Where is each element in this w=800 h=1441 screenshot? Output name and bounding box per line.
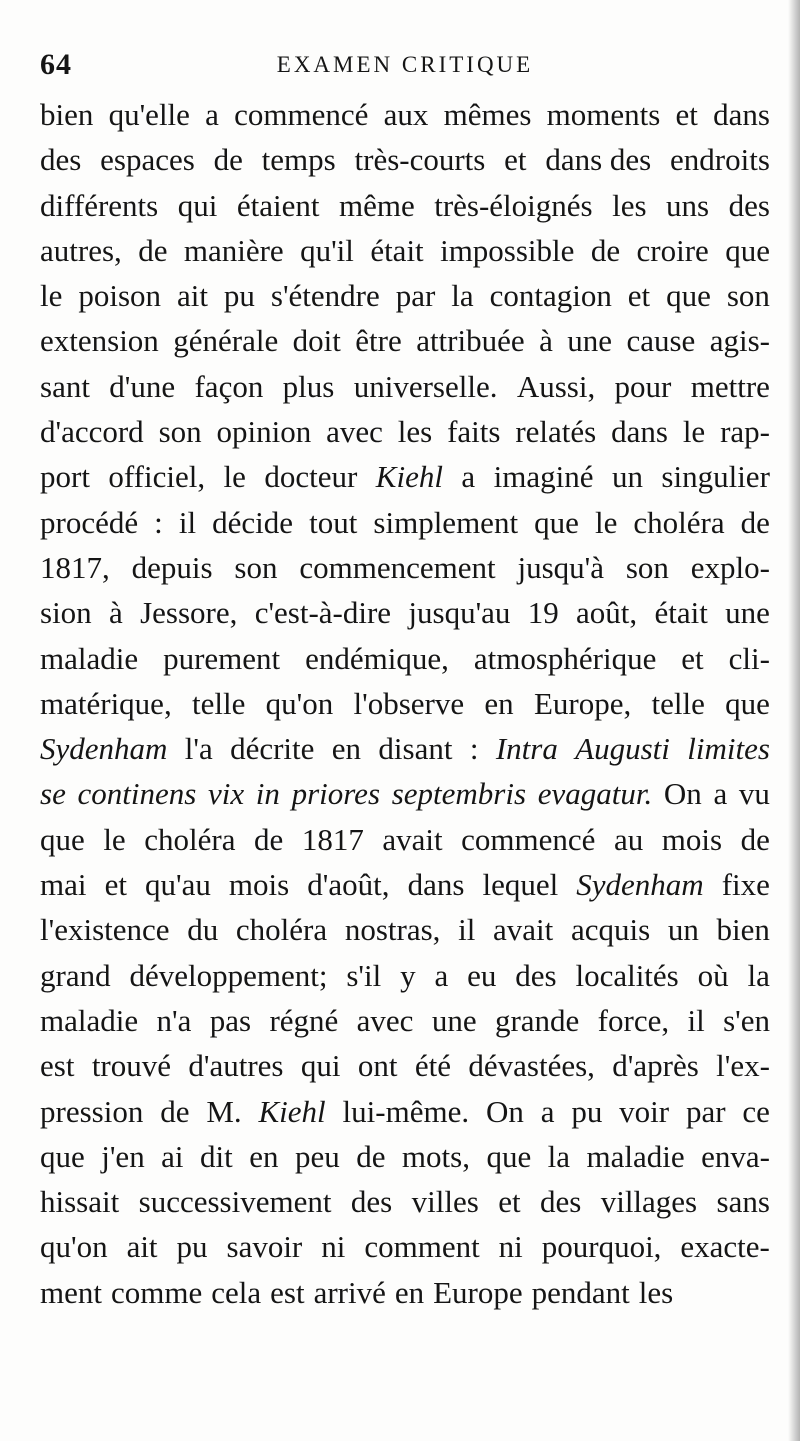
word: être [355, 323, 402, 359]
word: et [675, 97, 698, 132]
italic-word: Augusti [575, 731, 670, 767]
italic-word: continens [77, 776, 197, 812]
word: du [187, 912, 219, 948]
word: tout [309, 504, 358, 540]
word: simplement [373, 504, 519, 540]
word: mêmes [443, 97, 532, 132]
word: poison [78, 278, 162, 314]
page-header [40, 48, 770, 88]
word: grande [494, 1002, 580, 1038]
text-line [40, 998, 770, 1043]
word: et [504, 142, 527, 178]
word: On [485, 1093, 524, 1129]
word: d'accord [40, 414, 144, 450]
word: commencement [299, 549, 496, 585]
word: il [178, 504, 197, 540]
word: d'autres [188, 1048, 284, 1084]
word: avait [493, 912, 554, 948]
word: son [625, 549, 669, 585]
word: façon [194, 368, 264, 404]
word: j'en [101, 1138, 145, 1174]
word: des [40, 142, 82, 178]
word: dans [407, 867, 465, 903]
word: espaces [100, 142, 195, 178]
word: temps [261, 142, 336, 178]
word: avait [382, 821, 443, 857]
word: un [611, 459, 643, 495]
word: dit [200, 1138, 233, 1174]
word: disant [378, 731, 453, 767]
italic-word: Kiehl [375, 459, 443, 495]
word: le [223, 459, 246, 495]
word: y [400, 957, 416, 993]
word: que [40, 821, 85, 857]
word: localités [575, 957, 679, 993]
word: était [654, 595, 708, 631]
word: uns [666, 187, 710, 223]
word: un [667, 912, 699, 948]
word: qu'on [40, 1229, 108, 1265]
word: la [747, 957, 770, 993]
word: développement; [129, 957, 328, 993]
word: ni [321, 1229, 346, 1265]
word: décrite [230, 731, 315, 767]
word: villes [411, 1184, 479, 1220]
word: 19 [527, 595, 559, 631]
word: c'est-à-dire [254, 595, 392, 631]
word: Europe, [533, 685, 632, 721]
word: est [270, 1274, 305, 1310]
word: de [740, 504, 770, 540]
word: mettre [690, 368, 770, 404]
italic-word: Sydenham [40, 731, 168, 767]
word: successivement [138, 1184, 332, 1220]
word: des [539, 1184, 582, 1220]
text-line [40, 636, 770, 681]
word: sion [40, 595, 92, 631]
word: régné [269, 1002, 339, 1038]
word: dans des [545, 142, 652, 178]
word: : [469, 731, 479, 767]
word: dans [611, 414, 668, 450]
running-head: EXAMEN CRITIQUE [276, 52, 534, 77]
word: des [515, 957, 557, 993]
word: bien [716, 912, 770, 948]
word: choléra [235, 912, 328, 948]
word: ait [126, 1229, 158, 1265]
word: par [685, 1093, 726, 1129]
word: ce [742, 1093, 770, 1129]
page-number: 64 [40, 48, 72, 81]
word: universelle. [353, 368, 498, 404]
word: endroits [670, 142, 770, 178]
word: voir [619, 1093, 670, 1129]
word: pu [176, 1229, 208, 1265]
word: choléra [144, 821, 236, 857]
italic-word: limites [687, 731, 770, 767]
word: explo- [690, 549, 770, 585]
word: la [451, 278, 474, 314]
word: ment [40, 1274, 102, 1310]
word: en [394, 1274, 425, 1310]
word: impossible [440, 232, 575, 268]
word: rap- [720, 414, 770, 450]
word: a [713, 776, 728, 812]
word: que [725, 685, 770, 721]
word: depuis [131, 549, 213, 585]
word: opinion [216, 414, 312, 450]
word: port [40, 459, 90, 495]
text-line [40, 726, 770, 771]
italic-word: evagatur. [537, 776, 653, 812]
word: par [395, 278, 436, 314]
word: et [498, 1184, 521, 1220]
word: et [104, 867, 127, 903]
word: lequel [482, 867, 559, 903]
word: que [40, 1138, 85, 1174]
word: officiel, [108, 459, 206, 495]
word: telle [651, 685, 705, 721]
word: le [594, 504, 618, 540]
word: pas [209, 1002, 252, 1038]
word: avec [356, 1002, 414, 1038]
word: les [397, 414, 433, 450]
word: Aussi, [516, 368, 596, 404]
word: lui-même. [342, 1093, 470, 1129]
word: moments [546, 97, 661, 132]
text-line [40, 228, 770, 273]
word: ai [161, 1138, 184, 1174]
word: l'ex- [716, 1048, 770, 1084]
word: exacte- [680, 1229, 770, 1265]
word: singulier [661, 459, 770, 495]
word: plus [282, 368, 335, 404]
word: été [414, 1048, 452, 1084]
word: étaient [236, 187, 320, 223]
word: qu'elle [108, 97, 190, 132]
text-line [40, 454, 770, 499]
word: le [103, 821, 126, 857]
word: croire [636, 232, 709, 268]
word: que [666, 278, 711, 314]
word: une [431, 1002, 477, 1038]
word: 1817 [301, 821, 364, 857]
word: grand [40, 957, 111, 993]
italic-word: septembris [391, 776, 527, 812]
text-line [40, 1270, 770, 1315]
italic-word: vix [207, 776, 245, 812]
word: il [458, 912, 476, 948]
word: de [254, 821, 284, 857]
word: ait [176, 278, 208, 314]
word: Europe [433, 1274, 523, 1310]
word: procédé [40, 504, 139, 540]
text-line [40, 1134, 770, 1179]
word: il [687, 1002, 705, 1038]
word: à [539, 323, 553, 359]
word: où [697, 957, 729, 993]
word: atmosphérique [473, 640, 657, 676]
word: d'août, [307, 867, 390, 903]
text-line [40, 590, 770, 635]
word: commencé [461, 821, 596, 857]
word: matérique, [40, 685, 172, 721]
italic-word: Kiehl [258, 1093, 326, 1129]
word: eu [467, 957, 497, 993]
word: l'observe [353, 685, 465, 721]
word: l'existence [40, 912, 170, 948]
word: 1817, [40, 549, 110, 585]
word: telle [191, 685, 246, 721]
word: attribuée [416, 323, 525, 359]
word: qu'au [145, 867, 211, 903]
word: bien [40, 97, 94, 132]
word: cela [211, 1274, 262, 1310]
word: son [234, 549, 278, 585]
word: extension [40, 323, 159, 359]
italic-word: se [40, 776, 66, 812]
word: s'en [723, 1002, 770, 1038]
word: savoir [226, 1229, 303, 1265]
text-line [40, 545, 770, 590]
word: mots, [401, 1138, 470, 1174]
word: villages [600, 1184, 698, 1220]
word: choléra [633, 504, 725, 540]
word: trouvé [91, 1048, 172, 1084]
word: les [638, 1274, 674, 1310]
word: arrivé [313, 1274, 386, 1310]
text-line [40, 183, 770, 228]
word: qu'il [300, 232, 354, 268]
word: était [370, 232, 424, 268]
word: a [461, 459, 476, 495]
word: que [534, 504, 579, 540]
word: mois [661, 821, 723, 857]
word: cause [626, 323, 696, 359]
text-line [40, 409, 770, 454]
word: très-éloignés [434, 187, 593, 223]
word: de [740, 821, 770, 857]
word: pourquoi, [541, 1229, 662, 1265]
word: en [249, 1138, 279, 1174]
word: agis- [709, 323, 770, 359]
word: s'il [346, 957, 382, 993]
text-line [40, 500, 770, 545]
word: les [612, 187, 647, 223]
word: de [213, 142, 243, 178]
word: différents [40, 187, 159, 223]
word: force, [597, 1002, 670, 1038]
word: acquis [570, 912, 651, 948]
word: M. [206, 1093, 242, 1129]
word: de [160, 1093, 190, 1129]
word: pu [571, 1093, 603, 1129]
word: comme [111, 1274, 203, 1310]
word: une [567, 323, 613, 359]
word: maladie [40, 640, 139, 676]
word: a [540, 1093, 555, 1129]
word: contagion [489, 278, 612, 314]
word: faits [447, 414, 501, 450]
italic-word: priores [291, 776, 381, 812]
text-line [40, 92, 770, 137]
word: de [590, 232, 621, 268]
word: très-courts [354, 142, 486, 178]
text-line [40, 817, 770, 862]
word: Jessore, [140, 595, 238, 631]
text-line [40, 862, 770, 907]
text-line [40, 953, 770, 998]
text-line [40, 1224, 770, 1269]
word: août, [576, 595, 638, 631]
word: en [331, 731, 362, 767]
word: a [205, 97, 219, 132]
word: qui [177, 187, 218, 223]
word: mai [40, 867, 87, 903]
word: s'étendre [270, 278, 380, 314]
word: des [728, 187, 770, 223]
word: qui [300, 1048, 341, 1084]
word: dans [713, 97, 770, 132]
word: mois [228, 867, 290, 903]
word: hissait [40, 1184, 120, 1220]
word: peu [294, 1138, 340, 1174]
word: commencé [234, 97, 369, 132]
word: enva- [701, 1138, 770, 1174]
word: même [338, 187, 415, 223]
word: décide [212, 504, 294, 540]
word: d'après [612, 1048, 699, 1084]
word: dévastées, [468, 1048, 595, 1084]
word: maladie [40, 1002, 139, 1038]
word: d'une [109, 368, 176, 404]
word: et [681, 640, 704, 676]
word: doit [292, 323, 341, 359]
word: maladie [586, 1138, 685, 1174]
word: sans [716, 1184, 770, 1220]
word: pour [614, 368, 672, 404]
word: l'a [184, 731, 213, 767]
word: n'a [156, 1002, 192, 1038]
word: la [547, 1138, 571, 1174]
word: On [663, 776, 702, 812]
word: que [725, 232, 770, 268]
text-line [40, 1043, 770, 1088]
word: le [40, 278, 63, 314]
word: purement [163, 640, 281, 676]
word: imaginé [493, 459, 594, 495]
word: aux [383, 97, 429, 132]
italic-word: in [255, 776, 280, 812]
word: : [154, 504, 163, 540]
body-text [40, 92, 770, 1315]
word: nostras, [344, 912, 441, 948]
word: son [726, 278, 770, 314]
italic-word: Intra [495, 731, 558, 767]
italic-word: Sydenham [576, 867, 704, 903]
word: pression [40, 1093, 144, 1129]
text-line [40, 318, 770, 363]
word: que [486, 1138, 532, 1174]
word: comment [364, 1229, 480, 1265]
word: jusqu'au [408, 595, 511, 631]
page-edge-shadow [788, 0, 800, 1441]
word: sant [40, 368, 90, 404]
word: générale [173, 323, 279, 359]
text-line [40, 907, 770, 952]
word: avec [326, 414, 383, 450]
word: relatés [515, 414, 597, 450]
text-line [40, 364, 770, 409]
word: le [682, 414, 706, 450]
word: jusqu'à [517, 549, 604, 585]
word: des [350, 1184, 393, 1220]
word: et [627, 278, 651, 314]
text-line [40, 1089, 770, 1134]
word: ont [357, 1048, 398, 1084]
word: fixe [721, 867, 770, 903]
text-line [40, 681, 770, 726]
text-line [40, 137, 770, 182]
word: pu [223, 278, 255, 314]
word: autres, [40, 232, 122, 268]
word: à [109, 595, 123, 631]
word: endémique, [305, 640, 449, 676]
word: de [356, 1138, 386, 1174]
word: manière [183, 232, 284, 268]
word: a [434, 957, 449, 993]
text-line [40, 771, 770, 816]
word: est [40, 1048, 75, 1084]
word: docteur [264, 459, 358, 495]
word: en [484, 685, 514, 721]
word: vu [738, 776, 770, 812]
text-line [40, 1179, 770, 1224]
word: au [613, 821, 644, 857]
word: son [158, 414, 202, 450]
word: ni [498, 1229, 523, 1265]
word: une [725, 595, 770, 631]
word: pendant [531, 1274, 630, 1310]
word: cli- [728, 640, 770, 676]
word: de [138, 232, 168, 268]
text-line [40, 273, 770, 318]
word: qu'on [265, 685, 334, 721]
